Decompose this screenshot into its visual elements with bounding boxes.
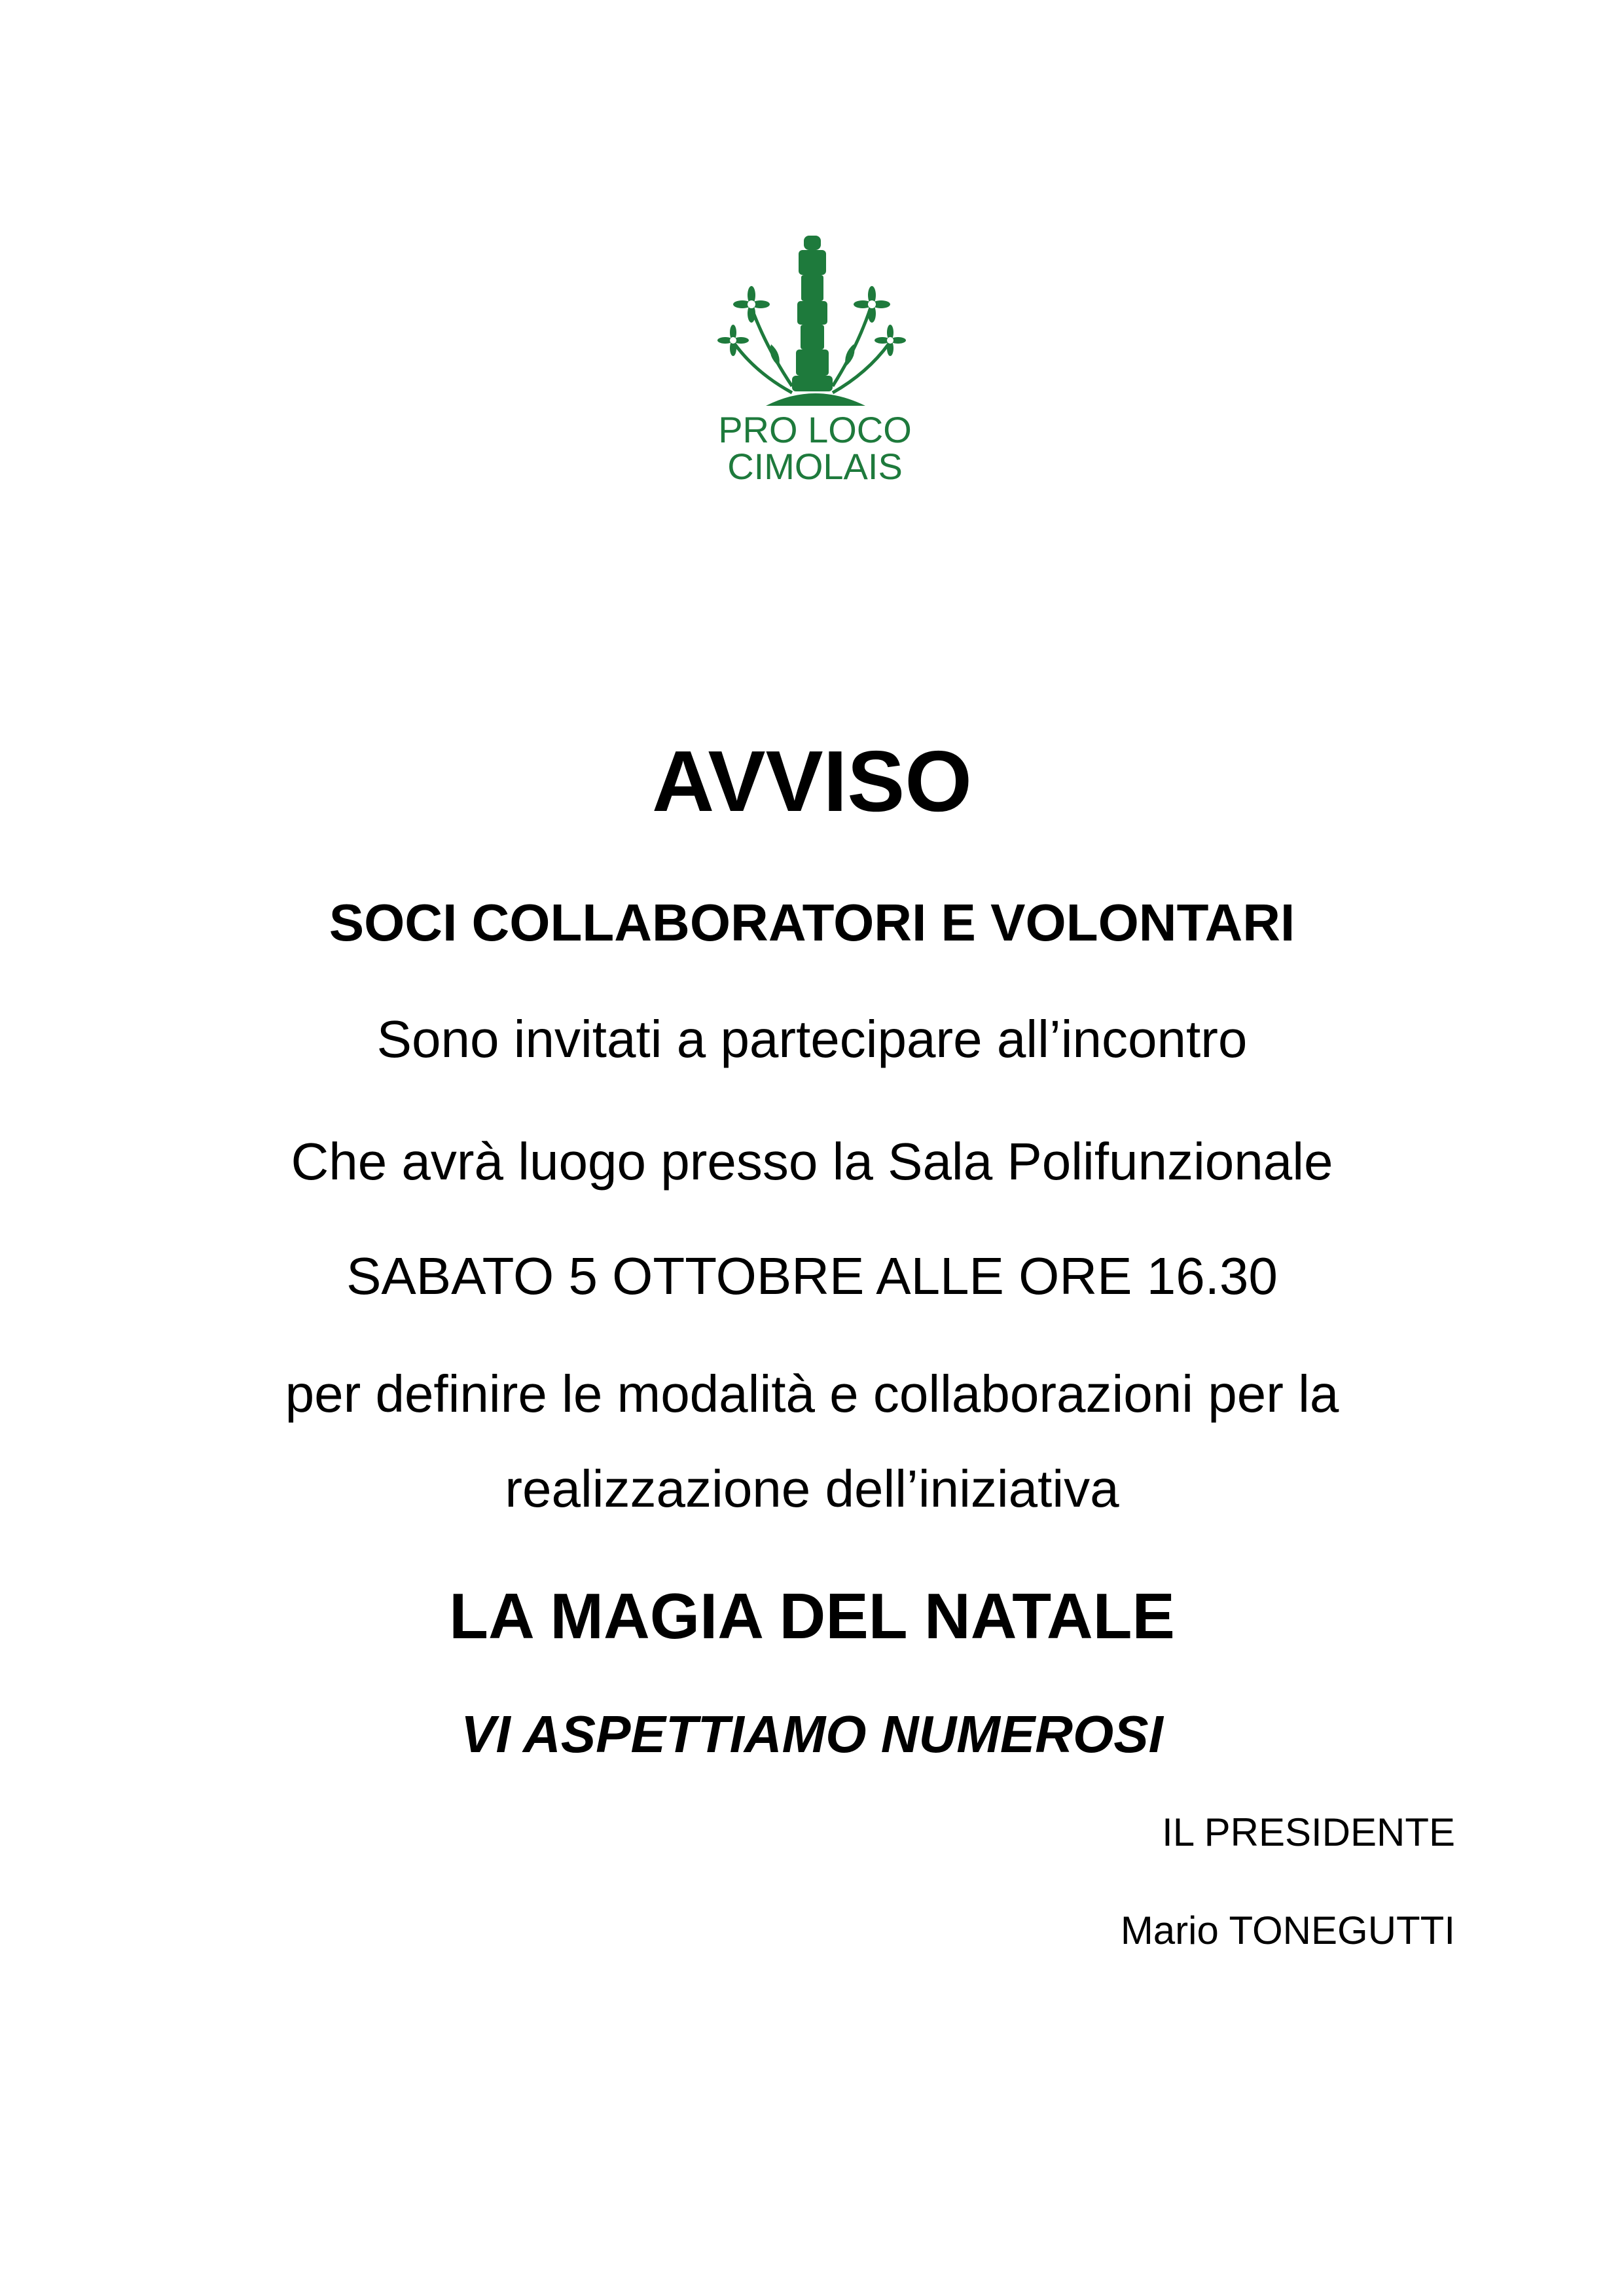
event-name: LA MAGIA DEL NATALE xyxy=(449,1580,1175,1652)
notice-line-location: Che avrà luogo presso la Sala Polifunzionale xyxy=(291,1132,1333,1191)
logo-text-line2: CIMOLAIS xyxy=(727,446,903,484)
notice-line-purpose-continued: realizzazione dell’iniziativa xyxy=(505,1460,1119,1518)
notice-line-invitation: Sono invitati a partecipare all’incontro xyxy=(376,1010,1248,1068)
notice-title: AVVISO xyxy=(651,733,972,829)
pro-loco-cimolais-logo xyxy=(694,209,936,484)
closing-line: VI ASPETTIAMO NUMEROSI xyxy=(461,1705,1163,1763)
signature-name: Mario TONEGUTTI xyxy=(1120,1909,1455,1952)
logo-text-line1: PRO LOCO xyxy=(718,409,912,450)
notice-line-date-time: SABATO 5 OTTOBRE ALLE ORE 16.30 xyxy=(346,1247,1278,1305)
logo-emblem-icon xyxy=(694,209,936,484)
notice-line-purpose: per definire le modalità e collaborazioni per la xyxy=(285,1365,1339,1423)
notice-subtitle: SOCI COLLABORATORI E VOLONTARI xyxy=(329,893,1295,952)
signature-role: IL PRESIDENTE xyxy=(1162,1810,1455,1854)
